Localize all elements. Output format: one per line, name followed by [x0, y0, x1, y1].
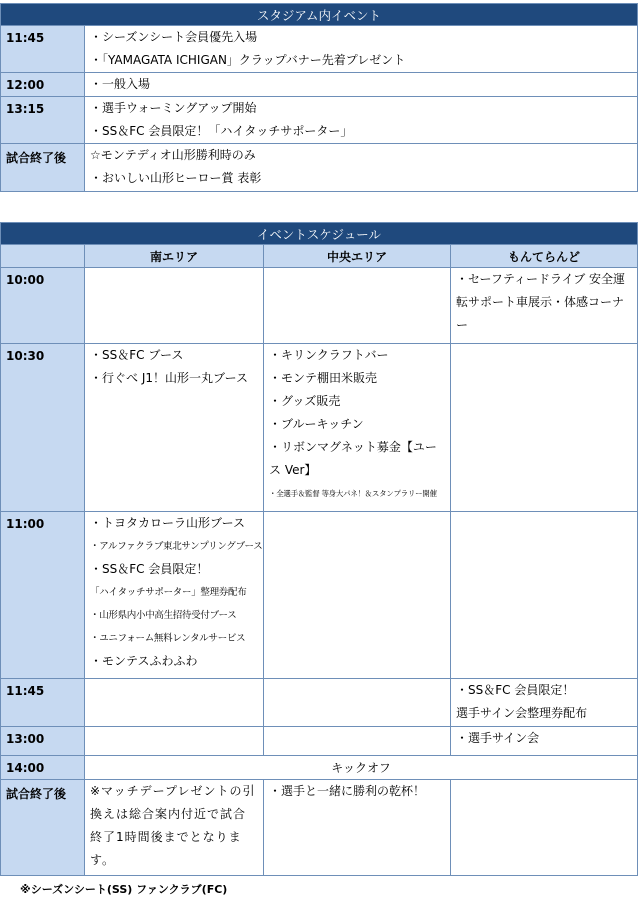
monte-cell	[451, 679, 638, 727]
time-cell: 10:30	[1, 344, 85, 512]
south-cell	[85, 512, 264, 679]
center-cell	[264, 268, 451, 344]
event-item: ※マッチデープレゼントの引換えは総合案内付近で試合終了1時間後までとなります。	[90, 784, 256, 867]
kickoff-cell: キックオフ	[85, 756, 638, 780]
center-cell	[264, 727, 451, 756]
event-item-small: ・アルファクラブ東北サンプリングブース	[90, 541, 263, 552]
footnote: ※シーズンシート(SS) ファンクラブ(FC)	[20, 883, 228, 896]
event-item: ・選手と一緒に勝利の乾杯！	[269, 784, 426, 798]
south-cell	[85, 679, 264, 727]
south-cell	[85, 344, 264, 512]
time-cell: 試合終了後	[1, 780, 85, 876]
event-item: ・おいしい山形ヒーロー賞 表彰	[90, 171, 262, 185]
event-item: ・リボンマグネット募金【ユース Ver】	[269, 440, 437, 477]
event-item: ・「YAMAGATA ICHIGAN」クラップバナー先着プレゼント	[90, 53, 406, 67]
south-cell	[85, 727, 264, 756]
event-item: ・グッズ販売	[269, 394, 341, 408]
event-item: 選手サイン会整理券配布	[456, 706, 588, 720]
event-item: ・モンテスふわふわ	[90, 654, 198, 668]
event-cell	[85, 97, 638, 144]
event-item-small: ・山形県内小中高生招待受付ブース	[90, 610, 237, 621]
event-item: ・キリンクラフトバー	[269, 348, 389, 362]
event-item: ・SS＆FC 会員限定！	[456, 683, 575, 697]
event-item: ・トヨタカローラ山形ブース	[90, 516, 246, 530]
event-item: ・SS＆FC 会員限定！「ハイタッチサポーター」	[90, 124, 353, 138]
event-item: ・モンテ棚田米販売	[269, 371, 378, 385]
event-cell	[85, 26, 638, 73]
event-item-small: ・全選手＆監督 等身大パネ！＆スタンプラリー開催	[269, 489, 437, 498]
event-schedule-table	[0, 222, 638, 876]
event-item: ・選手ウォーミングアップ開始	[90, 101, 257, 115]
event-item: ・シーズンシート会員優先入場	[90, 30, 258, 44]
south-cell	[85, 268, 264, 344]
corner-cell	[1, 245, 85, 268]
time-cell: 13:00	[1, 727, 85, 756]
event-item: ・行ぐべ J1！山形一丸ブース	[90, 371, 249, 385]
schedule-title: イベントスケジュール	[1, 223, 638, 245]
time-cell: 11:45	[1, 679, 85, 727]
event-item: ・選手サイン会	[456, 731, 540, 745]
event-item: ・SS＆FC 会員限定！	[90, 562, 209, 576]
event-item: ・セーフティードライブ 安全運転サポート車展示・体感コーナー	[456, 272, 626, 332]
monte-cell	[451, 344, 638, 512]
time-cell: 14:00	[1, 756, 85, 780]
south-cell	[85, 780, 264, 876]
column-header-center: 中央エリア	[264, 245, 451, 268]
monte-cell	[451, 780, 638, 876]
center-cell	[264, 679, 451, 727]
center-cell	[264, 344, 451, 512]
event-item: ☆モンテディオ山形勝利時のみ	[90, 148, 256, 162]
time-cell: 11:00	[1, 512, 85, 679]
event-item-small: 「ハイタッチサポーター」整理券配布	[90, 587, 247, 598]
center-cell	[264, 780, 451, 876]
stadium-event-title: スタジアム内イベント	[1, 4, 638, 26]
column-header-monte: もんてらんど	[451, 245, 638, 268]
monte-cell	[451, 268, 638, 344]
event-cell	[85, 144, 638, 192]
time-cell: 11:45	[1, 26, 85, 73]
time-cell: 13:15	[1, 97, 85, 144]
time-cell: 10:00	[1, 268, 85, 344]
monte-cell	[451, 727, 638, 756]
time-cell: 12:00	[1, 73, 85, 97]
event-item: ・ブルーキッチン	[269, 417, 364, 431]
stadium-event-table	[0, 3, 638, 192]
column-header-south: 南エリア	[85, 245, 264, 268]
monte-cell	[451, 512, 638, 679]
time-cell: 試合終了後	[1, 144, 85, 192]
event-item: ・SS＆FC ブース	[90, 348, 184, 362]
event-item: ・一般入場	[90, 77, 151, 91]
center-cell	[264, 512, 451, 679]
event-item-small: ・ユニフォーム無料レンタルサービス	[90, 633, 246, 644]
event-cell	[85, 73, 638, 97]
